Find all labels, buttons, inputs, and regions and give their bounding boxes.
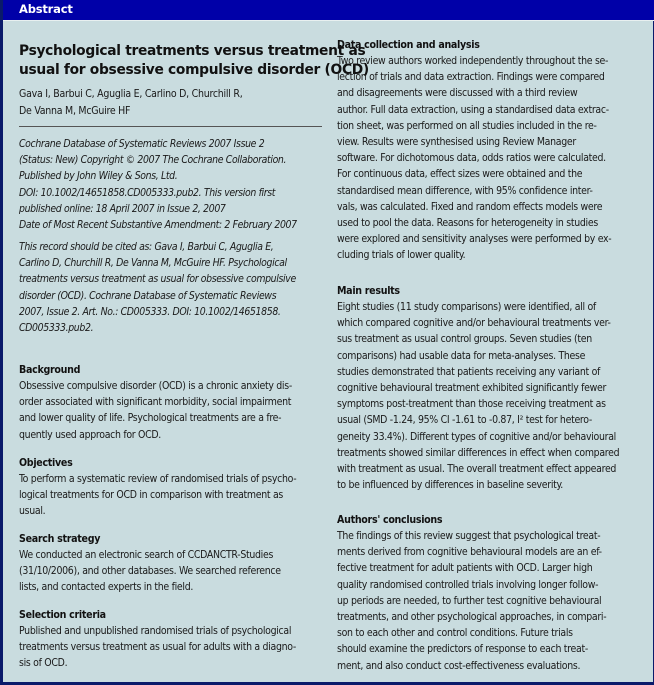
body-line: were explored and sensitivity analyses were performed by ex- xyxy=(337,233,612,246)
body-line: tion sheet, was performed on all studies included in the re- xyxy=(337,119,597,132)
section-main-results xyxy=(337,284,645,493)
author-list xyxy=(19,86,323,120)
body-line: standardised mean difference, with 95% confidence inter- xyxy=(337,184,593,197)
citation-line: (Status: New) Copyright © 2007 The Cochrane Collaboration. xyxy=(19,154,287,167)
divider-rule xyxy=(19,126,322,127)
body-line: sis of OCD. xyxy=(19,657,68,670)
title-line: Psychological treatments versus treatment as xyxy=(19,43,366,59)
article-title xyxy=(19,42,369,80)
body-line: geneity 33.4%). Different types of cognitive and/or behavioural xyxy=(337,430,616,443)
body-line: used to pool the data. Reasons for heterogeneity in studies xyxy=(337,217,598,230)
body-line: To perform a systematic review of randomised trials of psycho- xyxy=(19,473,297,485)
body-line: comparisons) had usable data for meta-analyses. These xyxy=(337,349,586,362)
section-body xyxy=(337,528,645,674)
body-line: should examine the predictors of response to each treat- xyxy=(337,643,588,656)
section-body xyxy=(19,547,323,596)
body-line: quality randomised controlled trials involving longer follow- xyxy=(337,578,599,591)
body-line: lists, and contacted experts in the field. xyxy=(19,581,194,594)
cited-as-line: CD005333.pub2. xyxy=(19,322,94,335)
body-line: (31/10/2006), and other databases. We searched reference xyxy=(19,565,281,578)
cited-as-line: disorder (OCD). Cochrane Database of Systematic Reviews xyxy=(19,289,277,302)
section-body xyxy=(19,471,323,520)
body-line: software. For dichotomous data, odds ratios were calculated. xyxy=(337,152,606,165)
cite-as-note xyxy=(19,239,325,336)
body-line: up periods are needed, to further test cognitive behavioural xyxy=(337,594,602,607)
body-line: treatments versus treatment as usual for adults with a diagno- xyxy=(19,641,297,654)
body-line: Eight studies (11 study comparisons) were identified, all of xyxy=(337,301,596,313)
title-line: usual for obsessive compulsive disorder (OCD) xyxy=(19,62,369,78)
section-heading: Background xyxy=(19,364,81,376)
section-heading: Selection criteria xyxy=(19,609,106,621)
cited-as-line: Carlino D, Churchill R, De Vanna M, McGuire HF. Psychological xyxy=(19,257,287,270)
body-line: usual. xyxy=(19,505,46,518)
body-line: vals, was calculated. Fixed and random effects models were xyxy=(337,200,603,213)
body-line: quently used approach for OCD. xyxy=(19,428,161,441)
section-body xyxy=(337,299,645,493)
body-line: The findings of this review suggest that psychological treat- xyxy=(337,530,601,542)
body-line: which compared cognitive and/or behavioural treatments ver- xyxy=(337,317,611,330)
body-line: cognitive behavioural treatment exhibited significantly fewer xyxy=(337,382,607,395)
section-objectives xyxy=(19,456,323,520)
body-line: treatments, and other psychological approaches, in compari- xyxy=(337,611,607,624)
body-line: with treatment as usual. The overall treatment effect appeared xyxy=(337,463,617,476)
citation-line: Date of Most Recent Substantive Amendment: 2 February 2007 xyxy=(19,219,297,232)
body-line: Two review authors worked independently throughout the se- xyxy=(337,55,609,67)
body-line: and lower quality of life. Psychological treatments are a fre- xyxy=(19,412,282,425)
citation-line: Published by John Wiley & Sons, Ltd. xyxy=(19,170,178,183)
section-authors-conclusions xyxy=(337,513,645,674)
body-line: logical treatments for OCD in comparison with treatment as xyxy=(19,489,283,502)
body-line: ments derived from cognitive behavioural models are an ef- xyxy=(337,546,602,559)
section-heading: Objectives xyxy=(19,457,73,469)
cited-as-line: 2007, Issue 2. Art. No.: CD005333. DOI: 10.1002/14651858. xyxy=(19,305,281,318)
cited-as-line: treatments versus treatment as usual for obsessive compulsive xyxy=(19,273,296,286)
cited-as-line: This record should be cited as: Gava I, Barbui C, Aguglia E, xyxy=(19,241,274,253)
citation-line: DOI: 10.1002/14651858.CD005333.pub2. This version first xyxy=(19,186,276,199)
section-heading: Data collection and analysis xyxy=(337,39,480,51)
body-line: and disagreements were discussed with a third review xyxy=(337,87,578,100)
section-search-strategy xyxy=(19,532,323,596)
body-line: sus treatment as usual control groups. Seven studies (ten xyxy=(337,333,592,346)
section-selection-criteria xyxy=(19,608,323,672)
body-line: author. Full data extraction, using a standardised data extrac- xyxy=(337,103,609,116)
body-line: We conducted an electronic search of CCDANCTR-Studies xyxy=(19,549,274,561)
section-background xyxy=(19,363,323,443)
section-heading: Search strategy xyxy=(19,533,101,545)
citation-line: published online: 18 April 2007 in Issue 2, 2007 xyxy=(19,202,226,215)
publication-info xyxy=(19,136,325,233)
authors-line: De Vanna M, McGuire HF xyxy=(19,105,131,117)
body-line: For continuous data, effect sizes were obtained and the xyxy=(337,168,583,181)
body-line: studies demonstrated that patients receiving any variant of xyxy=(337,365,601,378)
body-line: ment, and also conduct cost-effectiveness evaluations. xyxy=(337,659,581,672)
body-line: lection of trials and data extraction. Findings were compared xyxy=(337,71,605,84)
abstract-header-label: Abstract xyxy=(19,2,73,16)
section-body xyxy=(337,53,645,264)
body-line: Obsessive compulsive disorder (OCD) is a chronic anxiety dis- xyxy=(19,380,292,392)
citation-line: Cochrane Database of Systematic Reviews 2007 Issue 2 xyxy=(19,138,265,150)
body-line: view. Results were synthesised using Review Manager xyxy=(337,136,576,149)
body-line: cluding trials of lower quality. xyxy=(337,249,466,262)
section-heading: Main results xyxy=(337,285,400,297)
body-line: Published and unpublished randomised trials of psychological xyxy=(19,625,292,637)
authors-line: Gava I, Barbui C, Aguglia E, Carlino D, Churchill R, xyxy=(19,88,243,100)
body-line: symptoms post-treatment than those receiving treatment as xyxy=(337,398,606,411)
body-line: usual (SMD -1.24, 95% CI -1.61 to -0.87, I² test for hetero- xyxy=(337,414,592,427)
body-line: order associated with significant morbidity, social impairment xyxy=(19,396,292,409)
section-data-collection xyxy=(337,38,645,264)
body-line: to be influenced by differences in baseline severity. xyxy=(337,479,563,492)
body-line: fective treatment for adult patients with OCD. Larger high xyxy=(337,562,593,575)
section-heading: Authors' conclusions xyxy=(337,514,443,526)
body-line: son to each other and control conditions. Future trials xyxy=(337,627,573,640)
section-body xyxy=(19,378,323,443)
section-body xyxy=(19,623,323,672)
body-line: treatments showed similar differences in effect when compared xyxy=(337,446,620,459)
abstract-header-bar xyxy=(3,0,654,21)
